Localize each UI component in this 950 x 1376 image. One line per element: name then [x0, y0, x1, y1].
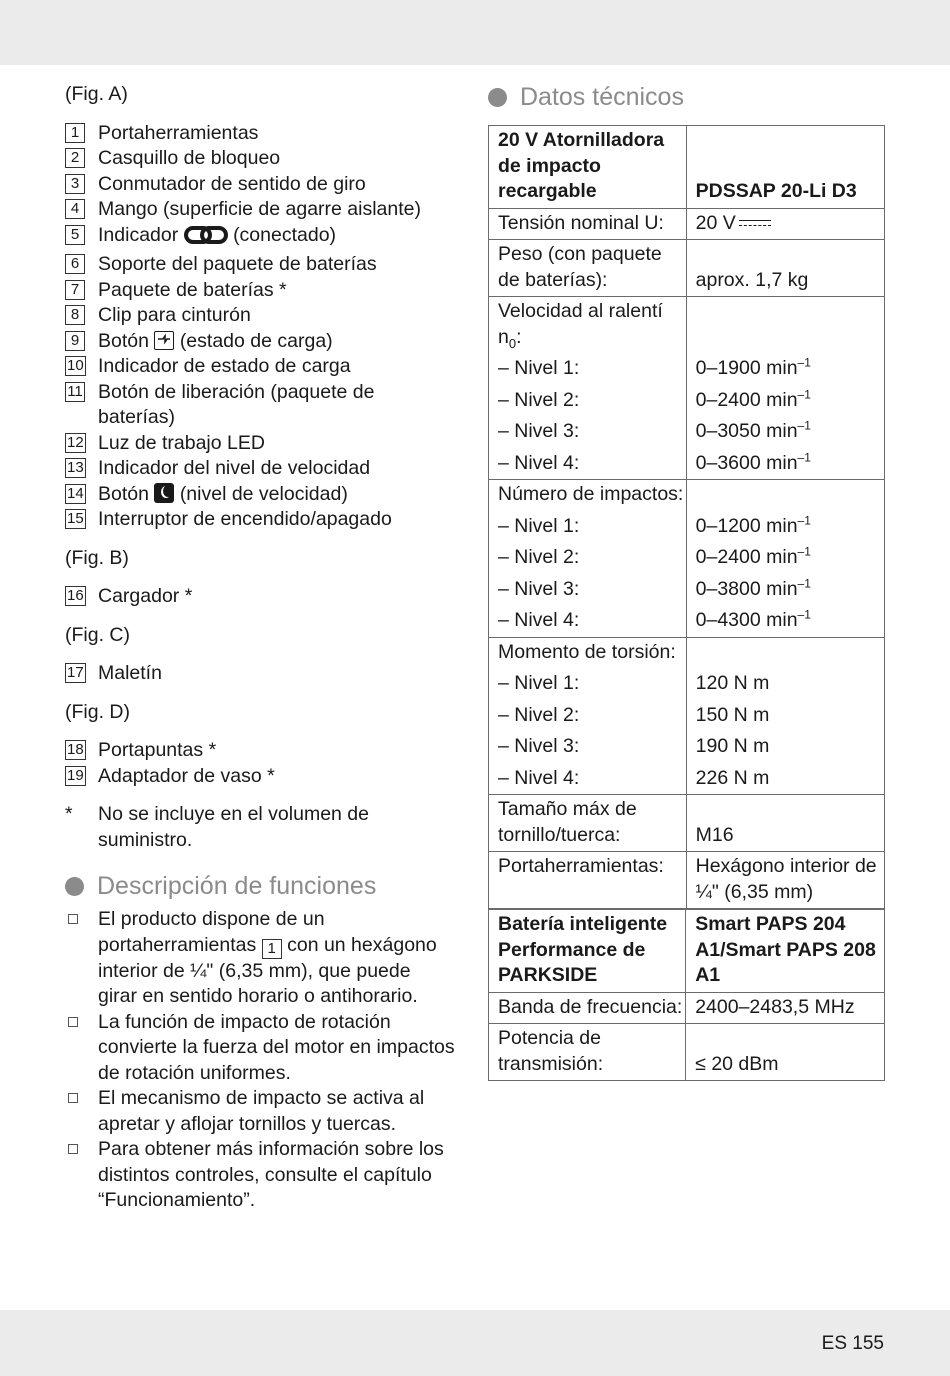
part-number: 11	[65, 382, 85, 402]
spec-value	[686, 480, 884, 638]
spec-row	[489, 992, 885, 1024]
spec-label: Tensión nominal U:	[489, 208, 687, 240]
level-label: – Nivel 2:	[498, 546, 580, 568]
spec-header-row	[489, 126, 885, 209]
level-value: 150 N m	[695, 703, 770, 726]
part-item	[65, 354, 455, 380]
part-number: 18	[67, 741, 84, 758]
part-item	[65, 584, 455, 610]
part-number: 15	[67, 510, 84, 527]
level-value: 190 N m	[695, 735, 770, 757]
level-label: – Nivel 2:	[498, 388, 580, 411]
spec-row	[489, 795, 885, 852]
part-item	[65, 252, 455, 278]
checkbox-bullet-icon	[68, 1144, 78, 1154]
impacts-label: Número de impactos:	[498, 483, 684, 505]
level-label: – Nivel 4:	[498, 609, 580, 631]
spec-label: Portaherramientas:	[489, 852, 687, 909]
spec-value: aprox. 1,7 kg	[686, 240, 884, 297]
level-label: – Nivel 3:	[498, 420, 580, 442]
spec-row	[489, 297, 885, 480]
spec-header-model: PDSSAP 20-Li D3	[686, 126, 884, 209]
part-label: Botón	[98, 329, 149, 352]
parts-list-fig-a	[65, 121, 455, 533]
spec-value	[686, 637, 884, 795]
spec-value: 2400–2483,5 MHz	[686, 992, 885, 1024]
part-number: 10	[67, 357, 84, 374]
part-label: Indicador	[98, 223, 179, 246]
unit-exponent: –1	[797, 607, 811, 622]
part-item	[65, 121, 455, 147]
part-number: 8	[65, 305, 85, 325]
spec-label	[489, 297, 687, 480]
idle-speed-colon: :	[516, 325, 522, 348]
bottom-band	[0, 1310, 950, 1376]
part-number: 2	[65, 148, 85, 168]
level-label: – Nivel 2:	[498, 703, 580, 726]
spec-table-tool	[488, 125, 885, 909]
part-item	[65, 456, 455, 482]
spec-row	[489, 480, 885, 638]
function-item	[65, 1010, 455, 1087]
spec-value: M16	[686, 795, 884, 852]
level-label: – Nivel 4:	[498, 766, 580, 789]
function-item	[65, 1137, 455, 1214]
spec-value	[686, 297, 884, 480]
spec-row	[489, 240, 885, 297]
part-label: Luz de trabajo LED	[98, 431, 265, 454]
level-label: – Nivel 1:	[498, 514, 580, 537]
unit-exponent: –1	[797, 544, 811, 559]
level-value: 0–3600 min	[695, 451, 798, 474]
top-band	[0, 0, 950, 65]
part-number: 14	[67, 484, 84, 502]
part-label: Portaherramientas	[98, 121, 259, 144]
spec-header-row	[489, 910, 885, 993]
level-label: – Nivel 1:	[498, 357, 580, 379]
part-item	[65, 738, 455, 764]
function-item	[65, 1086, 455, 1137]
spec-header-model: Smart PAPS 204 A1/Smart PAPS 208 A1	[686, 910, 885, 993]
torque-label: Momento de torsión:	[498, 640, 676, 663]
unit-exponent: –1	[797, 576, 811, 590]
fig-d-caption: (Fig. D)	[65, 700, 130, 723]
checkbox-bullet-icon	[68, 1017, 78, 1027]
level-value: 0–1200 min	[695, 514, 798, 537]
checkbox-bullet-icon	[68, 914, 78, 924]
unit-exponent: –1	[797, 355, 811, 370]
spec-value: Hexágono interior de ¼" (6,35 mm)	[686, 852, 884, 909]
function-text: El producto dispone de un portaherramientas	[98, 908, 325, 956]
part-label: Cargador *	[98, 585, 193, 607]
part-label: Adaptador de vaso *	[98, 764, 275, 787]
spec-table-battery	[488, 909, 885, 1081]
part-label: Portapuntas *	[98, 739, 217, 761]
part-number: 6	[65, 254, 85, 274]
spec-label	[489, 637, 687, 795]
level-label: – Nivel 3:	[498, 577, 580, 600]
function-text: La función de impacto de rotación convierte la fuerza del motor en impactos de rotación uniformes.	[98, 1010, 455, 1084]
part-label: Indicador del nivel de velocidad	[98, 457, 371, 479]
part-item	[65, 223, 455, 253]
function-text: El mecanismo de impacto se activa al apretar y aflojar tornillos y tuercas.	[98, 1087, 425, 1135]
footnote-marker: *	[65, 803, 73, 825]
unit-exponent: –1	[797, 387, 811, 401]
heading-bullet-icon	[488, 88, 507, 107]
part-number: 9	[65, 331, 85, 351]
part-number: 17	[67, 664, 84, 681]
link-icon	[184, 225, 228, 253]
checkbox-bullet-icon	[68, 1093, 78, 1103]
part-label: Maletín	[98, 662, 162, 684]
part-number: 1	[65, 123, 85, 143]
fig-c-caption: (Fig. C)	[65, 623, 130, 646]
part-item	[65, 172, 455, 198]
spec-label: Potencia de transmisión:	[489, 1024, 686, 1081]
part-label: Clip para cinturón	[98, 304, 251, 326]
spec-label: Tamaño máx de tornillo/tuerca:	[489, 795, 687, 852]
functions-list	[65, 907, 455, 1214]
part-label-suffix: (conectado)	[233, 223, 337, 246]
level-label: – Nivel 3:	[498, 735, 580, 757]
part-label: Botón	[98, 482, 149, 505]
level-value: 0–2400 min	[695, 546, 798, 568]
heading-bullet-icon	[65, 877, 84, 896]
part-item	[65, 303, 455, 329]
part-item	[65, 278, 455, 304]
part-label: Conmutador de sentido de giro	[98, 172, 366, 195]
level-value: 120 N m	[695, 672, 770, 694]
level-value: 0–3050 min	[695, 420, 798, 442]
functions-heading	[65, 871, 455, 901]
fig-b-caption: (Fig. B)	[65, 546, 129, 569]
level-label: – Nivel 1:	[498, 672, 580, 694]
level-value: 0–2400 min	[695, 388, 798, 411]
part-reference: 1	[262, 939, 282, 959]
part-label: Indicador de estado de carga	[98, 355, 351, 377]
part-label-suffix: (estado de carga)	[179, 329, 333, 352]
part-item	[65, 146, 455, 172]
spec-header-label: Batería inteligente Performance de PARKSIDE	[489, 910, 686, 993]
part-number: 5	[65, 225, 85, 245]
part-item	[65, 482, 455, 508]
function-text: Para obtener más información sobre los distintos controles, consulte el capítulo “Funcionamiento”.	[98, 1138, 444, 1211]
part-number: 12	[67, 433, 84, 451]
spec-label: Banda de frecuencia:	[489, 992, 686, 1024]
part-number: 19	[67, 766, 84, 784]
unit-exponent: –1	[797, 450, 811, 464]
part-number: 7	[65, 280, 85, 300]
part-label: Casquillo de bloqueo	[98, 147, 281, 169]
right-column	[488, 82, 885, 1081]
part-item	[65, 661, 455, 687]
footnote-text: No se incluye en el volumen de suministro.	[98, 803, 369, 851]
part-label: Mango (superficie de agarre aislante)	[98, 198, 422, 220]
part-item	[65, 507, 455, 533]
part-number: 3	[65, 174, 85, 194]
part-label: Soporte del paquete de baterías	[98, 253, 377, 275]
page-number: ES 155	[821, 1333, 884, 1354]
spec-label	[489, 480, 687, 638]
part-label: Paquete de baterías *	[98, 278, 287, 301]
technical-data-heading	[488, 82, 885, 112]
technical-data-heading-text: Datos técnicos	[520, 83, 684, 111]
part-number: 4	[65, 199, 85, 219]
fig-a-caption: (Fig. A)	[65, 83, 128, 105]
functions-heading-text: Descripción de funciones	[97, 872, 377, 900]
spec-row	[489, 852, 885, 909]
spec-row	[489, 1024, 885, 1081]
spec-value	[686, 208, 884, 240]
parts-list-fig-b	[65, 584, 455, 610]
spec-row	[489, 208, 885, 240]
idle-speed-label: Velocidad al ralentí n	[498, 300, 663, 348]
function-item	[65, 907, 455, 1010]
battery-status-icon	[154, 331, 174, 350]
idle-speed-subscript: 0	[508, 335, 517, 351]
level-label: – Nivel 4:	[498, 451, 580, 474]
unit-exponent: –1	[797, 513, 811, 527]
left-column	[65, 82, 455, 1214]
part-item	[65, 380, 455, 431]
level-value: 226 N m	[695, 766, 770, 789]
unit-exponent: –1	[797, 418, 811, 433]
part-item	[65, 197, 455, 223]
part-label: Interruptor de encendido/apagado	[98, 508, 392, 530]
parts-list-fig-c	[65, 661, 455, 687]
footnote	[65, 802, 455, 853]
part-item	[65, 431, 455, 457]
part-number: 16	[67, 587, 84, 604]
spec-value: ≤ 20 dBm	[686, 1024, 885, 1081]
direct-current-icon	[739, 220, 771, 227]
level-value: 0–1900 min	[695, 357, 798, 379]
parts-list-fig-d	[65, 738, 455, 789]
part-item	[65, 764, 455, 790]
part-item	[65, 329, 455, 355]
part-label: Botón de liberación (paquete de baterías)	[98, 380, 375, 428]
part-number: 13	[67, 459, 84, 476]
voltage-value: 20 V	[695, 211, 736, 234]
spec-label: Peso (con paquete de baterías):	[489, 240, 687, 297]
level-value: 0–4300 min	[695, 609, 798, 631]
spec-header-label: 20 V Atornilladora de impacto recargable	[489, 126, 687, 209]
speed-level-icon	[154, 483, 174, 503]
spec-row	[489, 637, 885, 795]
function-text-continued: con un hexágono interior de ¼" (6,35 mm), que puede girar en sentido horario o antihorario.	[98, 933, 437, 1007]
part-label-suffix: (nivel de velocidad)	[179, 482, 348, 505]
level-value: 0–3800 min	[695, 577, 798, 600]
